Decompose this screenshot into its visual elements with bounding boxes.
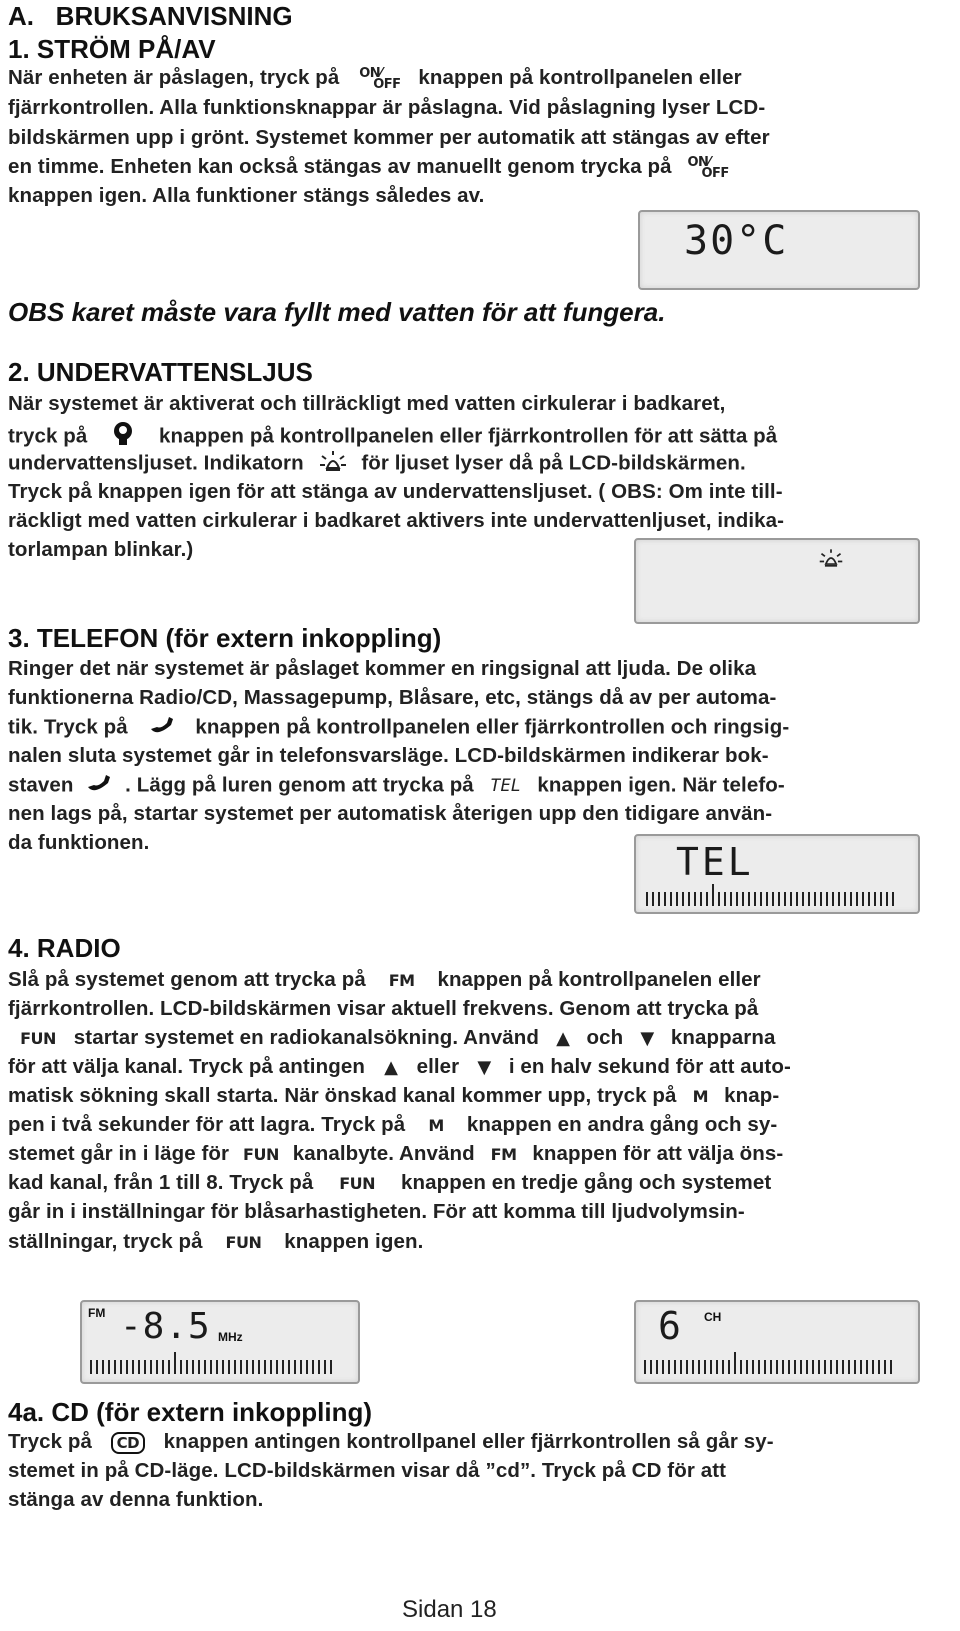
s4-line-5: matisk sökning skall starta. När önskad kanal kommer upp, tryck på M knap- bbox=[8, 1084, 780, 1107]
s3-line-7: da funktionen. bbox=[8, 831, 150, 854]
lcd-level-bar bbox=[90, 1352, 332, 1374]
fun-button-icon: FUN bbox=[20, 1029, 56, 1049]
s2-line-2: tryck på knappen på kontrollpanelen eller fjärrkontrollen för att sätta på bbox=[8, 421, 777, 453]
s4-line-9: går in i inställningar för blåsarhastigheten. För att komma till ljudvolymsin- bbox=[8, 1200, 745, 1223]
lcd-telephone-display bbox=[634, 834, 920, 914]
up-arrow-icon: ▲ bbox=[556, 1028, 570, 1050]
phone-icon bbox=[134, 715, 190, 741]
down-arrow-icon: ▼ bbox=[477, 1057, 491, 1079]
phone-icon bbox=[79, 773, 119, 799]
s1-note: OBS karet måste vara fyllt med vatten för att fungera. bbox=[8, 297, 666, 327]
s1-line-5: knappen igen. Alla funktioner stängs således av. bbox=[8, 184, 485, 207]
lcd-temperature-value: 30°C bbox=[684, 218, 789, 264]
s4a-line-3: stänga av denna funktion. bbox=[8, 1488, 264, 1511]
s3-line-2: funktionerna Radio/CD, Massagepump, Blåsare, etc, stängs då av per automa- bbox=[8, 686, 777, 709]
light-button-icon bbox=[93, 421, 153, 453]
s3-line-6: nen lags på, startar systemet per automatisk återigen upp den tidigare använ- bbox=[8, 802, 773, 825]
s1-line-3: bildskärmen upp i grönt. Systemet kommer per automatik att stängas av efter bbox=[8, 126, 770, 149]
s3-line-5: staven . Lägg på luren genom att trycka på TEL knappen igen. När telefo- bbox=[8, 773, 785, 799]
on-off-icon: ON⁄ OFF bbox=[359, 65, 401, 92]
s1-line-2: fjärrkontrollen. Alla funktionsknappar är påslagna. Vid påslagning lyser LCD- bbox=[8, 96, 766, 119]
s2-line-3: undervattensljuset. Indikatorn för ljuset lyser då på LCD-bildskärmen. bbox=[8, 450, 746, 478]
m-button-icon: M bbox=[428, 1116, 444, 1136]
lcd-light-display bbox=[634, 538, 920, 624]
s1-line-4: en timme. Enheten kan också stängas av manuellt genom trycka på ON⁄ OFF bbox=[8, 154, 729, 181]
lcd-level-bar bbox=[644, 1352, 892, 1374]
s4-line-1: Slå på systemet genom att trycka på FM knappen på kontrollpanelen eller bbox=[8, 968, 761, 991]
s4-line-6: pen i två sekunder för att lagra. Tryck på M knappen en andra gång och sy- bbox=[8, 1113, 778, 1136]
lcd-ch-label: CH bbox=[704, 1310, 722, 1324]
s3-line-3: tik. Tryck på knappen på kontrollpanelen eller fjärrkontrollen och ringsig- bbox=[8, 715, 789, 741]
s4-line-4: för att välja kanal. Tryck på antingen ▲ eller ▼ i en halv sekund för att auto- bbox=[8, 1055, 791, 1079]
s4-line-7: stemet går in i läge för FUN kanalbyte. Använd FM knappen för att välja öns- bbox=[8, 1142, 784, 1165]
m-button-icon: M bbox=[692, 1087, 709, 1107]
fm-button-icon: FM bbox=[388, 971, 415, 991]
s4-line-8: kad kanal, från 1 till 8. Tryck på FUN knappen en tredje gång och systemet bbox=[8, 1171, 772, 1194]
section-4-title: 4. RADIO bbox=[8, 933, 121, 963]
s1-line-1: När enheten är påslagen, tryck på ON⁄ OFF knappen på kontrollpanelen eller bbox=[8, 65, 742, 92]
tel-button-icon: TEL bbox=[490, 776, 522, 796]
on-off-icon: ON⁄ OFF bbox=[687, 154, 729, 181]
section-a-heading: A. BRUKSANVISNING bbox=[8, 1, 293, 31]
s2-line-5: räckligt med vatten cirkulerar i badkaret aktivers inte undervattenljuset, indika- bbox=[8, 509, 785, 532]
lcd-temperature-display bbox=[638, 210, 920, 290]
s3-line-1: Ringer det när systemet är påslaget kommer en ringsignal att ljuda. De olika bbox=[8, 657, 757, 680]
down-arrow-icon: ▼ bbox=[640, 1028, 654, 1050]
lcd-light-indicator-icon bbox=[818, 548, 844, 573]
section-3-title: 3. TELEFON (för extern inkoppling) bbox=[8, 623, 442, 653]
fun-button-icon: FUN bbox=[243, 1145, 279, 1165]
lcd-fm-label: FM bbox=[88, 1306, 106, 1320]
s2-line-4: Tryck på knappen igen för att stänga av undervattensljuset. ( OBS: Om inte till- bbox=[8, 480, 783, 503]
light-indicator-icon bbox=[310, 450, 356, 478]
cd-button-icon: CD bbox=[98, 1434, 158, 1452]
lcd-tel-text: TEL bbox=[676, 840, 754, 884]
s4-line-2: fjärrkontrollen. LCD-bildskärmen visar aktuell frekvens. Genom att trycka på bbox=[8, 997, 759, 1020]
fun-button-icon: FUN bbox=[225, 1233, 262, 1253]
s2-line-6: torlampan blinkar.) bbox=[8, 538, 194, 561]
s4-line-10: ställningar, tryck på FUN knappen igen. bbox=[8, 1230, 424, 1253]
lcd-channel-display bbox=[634, 1300, 920, 1384]
section-4a-title: 4a. CD (för extern inkoppling) bbox=[8, 1397, 373, 1427]
s4a-line-1: Tryck på CD knappen antingen kontrollpanel eller fjärrkontrollen så går sy- bbox=[8, 1430, 774, 1453]
fun-button-icon: FUN bbox=[339, 1174, 376, 1194]
section-1-title: 1. STRÖM PÅ/AV bbox=[8, 34, 216, 64]
page-number: Sidan 18 bbox=[402, 1596, 497, 1623]
lcd-channel-value: 6 bbox=[658, 1304, 681, 1348]
fm-button-icon: FM bbox=[490, 1145, 517, 1165]
lcd-frequency-display bbox=[80, 1300, 360, 1384]
lcd-mhz-label: MHz bbox=[218, 1330, 243, 1344]
s4-line-3: FUN startar systemet en radiokanalsökning. Använd ▲ och ▼ knapparna bbox=[8, 1026, 775, 1050]
lcd-level-bar bbox=[646, 884, 894, 906]
s2-line-1: När systemet är aktiverat och tillräckligt med vatten cirkulerar i badkaret, bbox=[8, 392, 726, 415]
lcd-frequency-value: -8.5 bbox=[120, 1306, 211, 1347]
section-2-title: 2. UNDERVATTENSLJUS bbox=[8, 357, 313, 387]
up-arrow-icon: ▲ bbox=[384, 1057, 398, 1079]
s4a-line-2: stemet in på CD-läge. LCD-bildskärmen visar då ”cd”. Tryck på CD för att bbox=[8, 1459, 727, 1482]
s3-line-4: nalen sluta systemet går in telefonsvarsläge. LCD-bildskärmen indikerar bok- bbox=[8, 744, 769, 767]
